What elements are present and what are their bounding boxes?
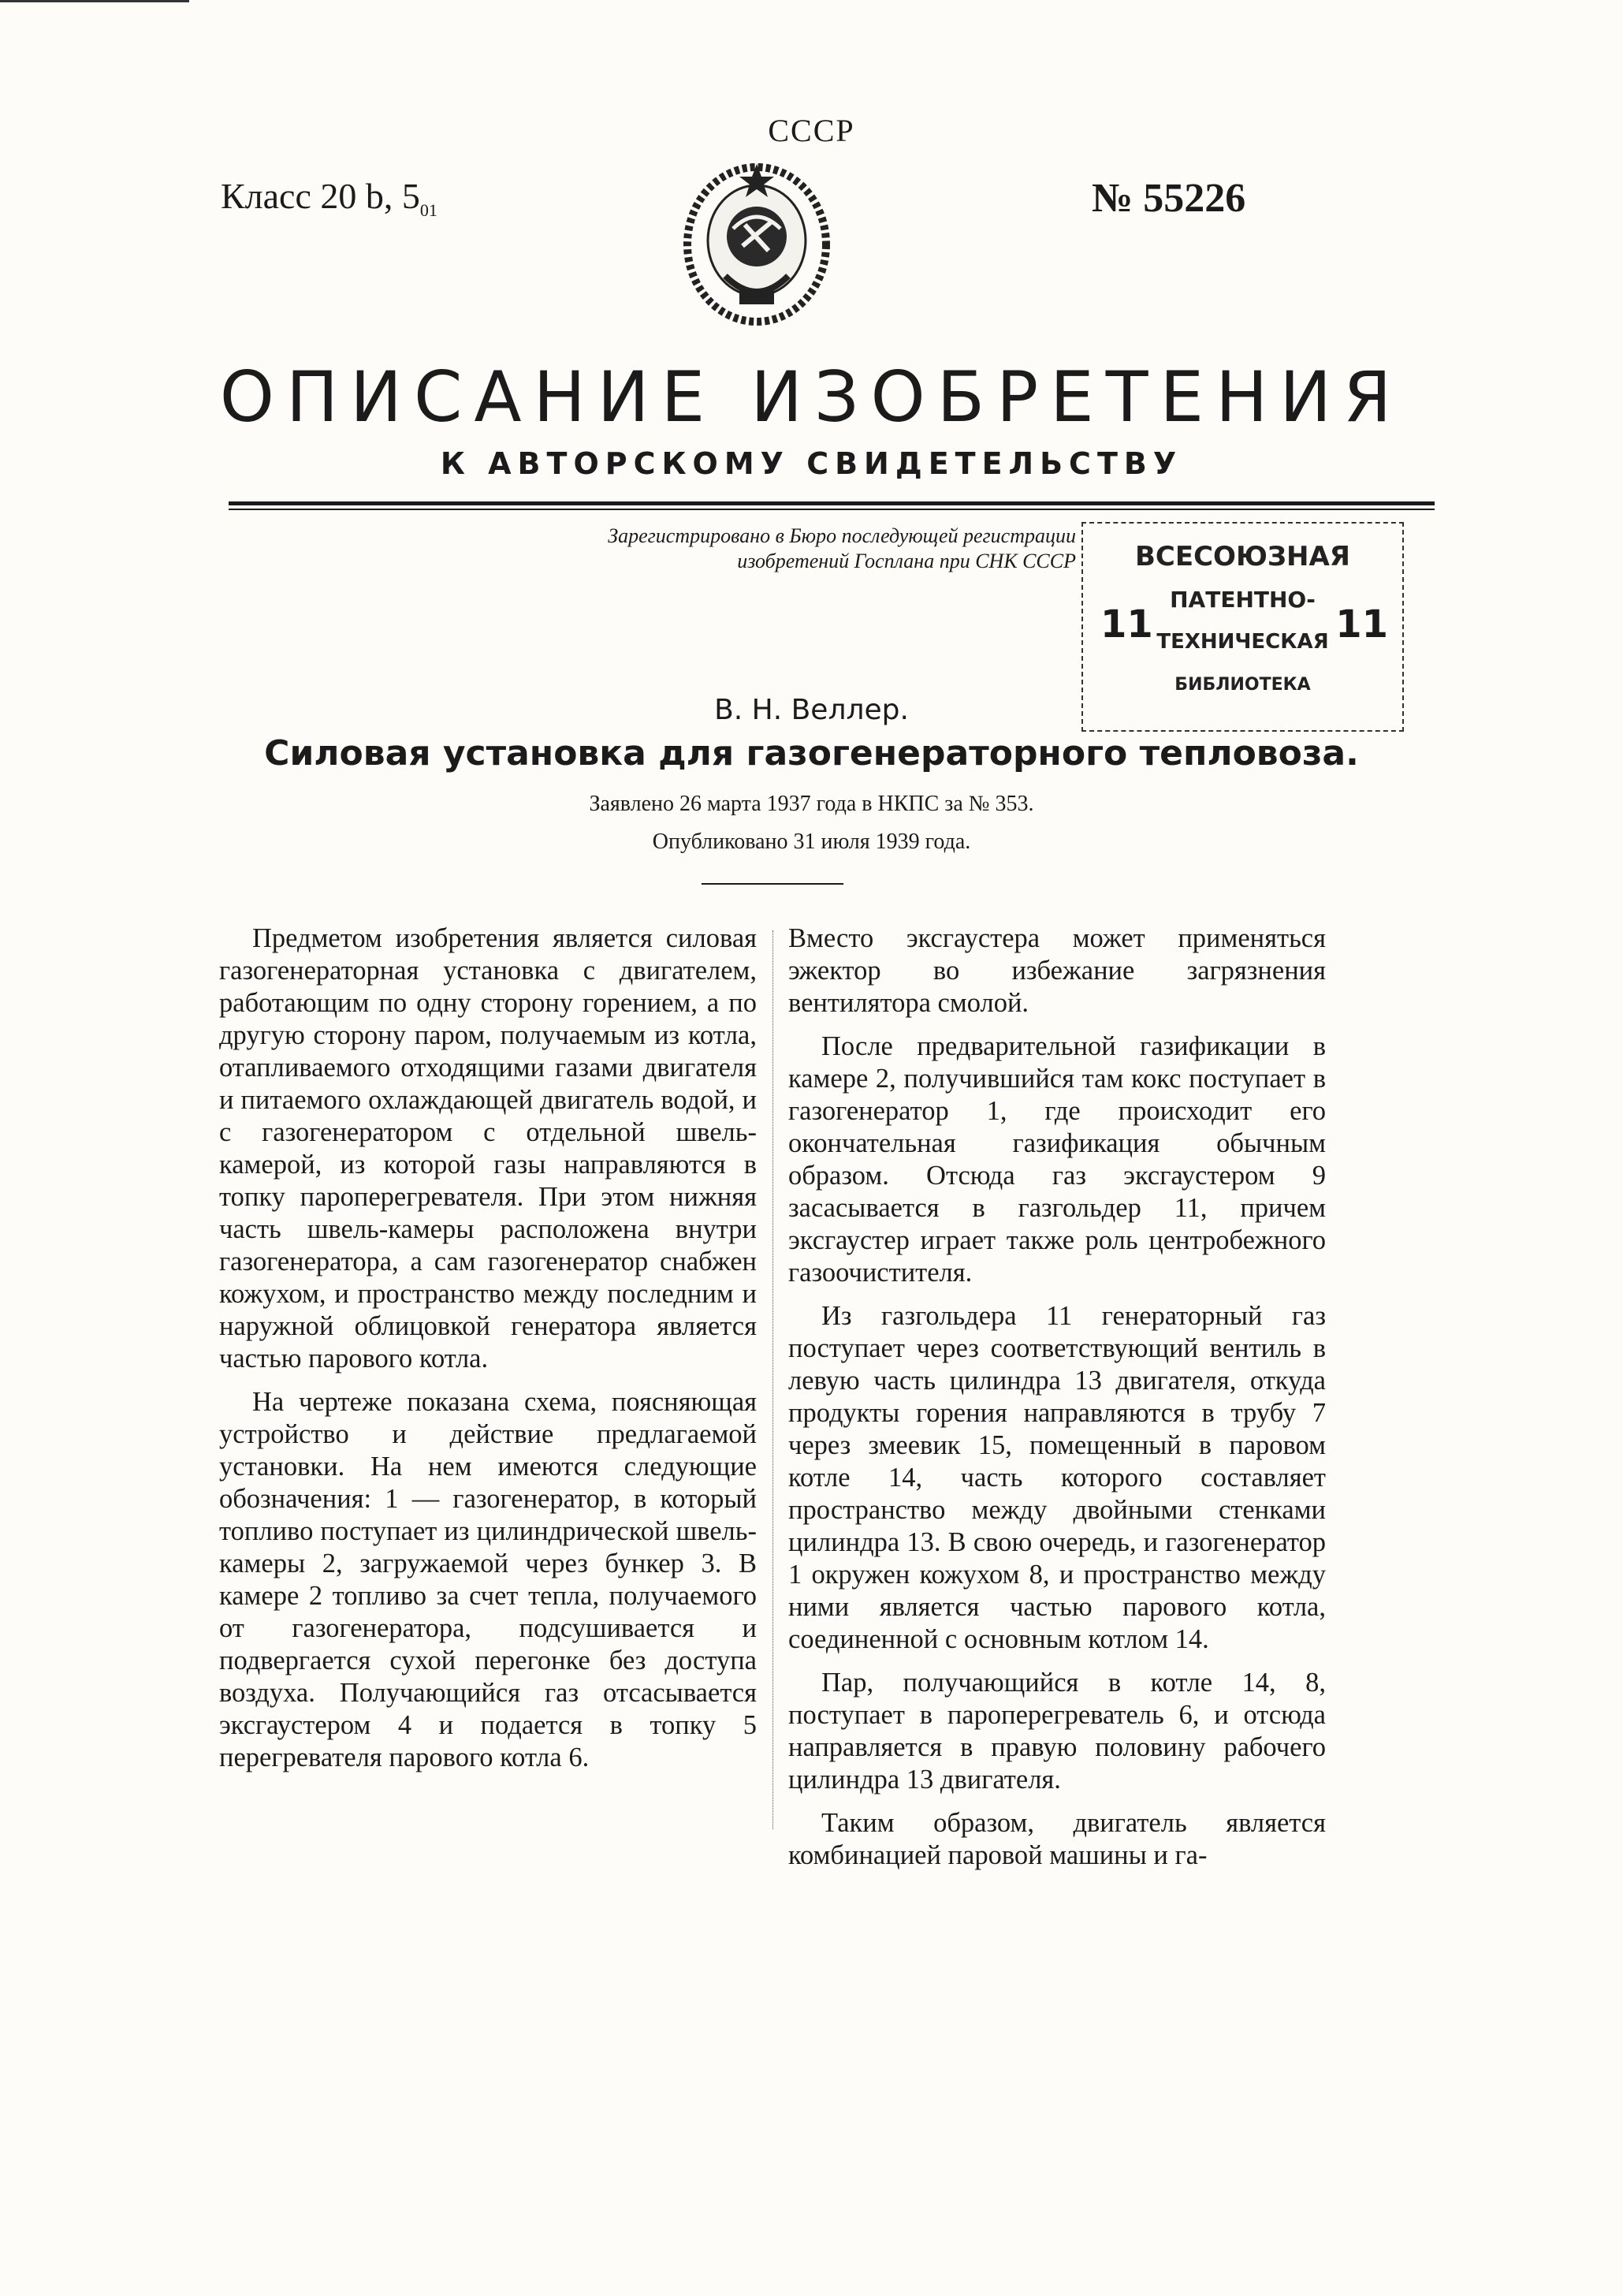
body-paragraph-continuation: Вместо эксгаустера может применяться эжектор во избежание загрязнения вентилятора смолой. — [788, 923, 1326, 1018]
stamp-number-left: 11 — [1100, 602, 1153, 647]
stamp-number-right: 11 — [1335, 602, 1388, 647]
patent-class — [221, 175, 437, 221]
document-subtitle: К АВТОРСКОМУ СВИДЕТЕЛЬСТВУ — [440, 446, 1183, 481]
body-paragraph: Из газгольдера 11 генераторный газ поступает через соответствующий вентиль в левую часть цилиндра 13 двигателя, откуда продукты горения направляются в трубу 7 через змеевик 15, помещенный в паровом котле 14, часть которого составляет пространство между двойными стенками цилиндра 13. В свою очередь, и газогенератор 1 окружен кожухом 8, и пространство между ними является частью парового котла, соединенной с основным котлом 14. — [788, 1301, 1326, 1654]
section-rule — [702, 883, 843, 885]
body-column-right — [788, 922, 1326, 1883]
country-label: СССР — [768, 113, 855, 148]
patent-class-subscript: 01 — [419, 200, 437, 221]
stamp-line-4: БИБЛИОТЕКА — [1174, 675, 1311, 695]
stamp-line-1: ВСЕСОЮЗНАЯ — [1135, 541, 1350, 572]
column-divider — [772, 930, 774, 1829]
stamp-line-2: ПАТЕНТНО- — [1170, 587, 1316, 613]
body-column-left — [219, 922, 757, 1785]
body-paragraph: Таким образом, двигатель является комбинацией паровой машины и га- — [788, 1808, 1326, 1870]
registration-line-1: Зарегистрировано в Бюро последующей регистрации — [608, 524, 1076, 547]
author-name: В. Н. Веллер. — [714, 694, 909, 726]
filed-date: Заявлено 26 марта 1937 года в НКПС за № 353. — [589, 792, 1034, 816]
registration-note — [579, 524, 1076, 574]
body-paragraph: После предварительной газификации в камере 2, получившийся там кокс поступает в газогенератор 1, где происходит его окончательная газификация обычным образом. Отсюда газ эксгаустером 9 засасывается в газгольдер 11, причем эксгаустер играет также роль центробежного газоочистителя. — [788, 1031, 1326, 1288]
published-date: Опубликовано 31 июля 1939 года. — [652, 829, 971, 854]
scan-edge-mark — [0, 0, 189, 2]
title-rule-thick — [229, 501, 1435, 505]
patent-number: № 55226 — [1092, 176, 1246, 221]
document-title: ОПИСАНИЕ ИЗОБРЕТЕНИЯ — [219, 356, 1404, 438]
patent-class-text: Класс 20 b, 5 — [221, 176, 420, 216]
title-rule-thin — [229, 509, 1435, 510]
stamp-line-3: ТЕХНИЧЕСКАЯ — [1156, 630, 1329, 654]
body-paragraph: Пар, получающийся в котле 14, 8, поступает в пароперегреватель 6, и отсюда направляется в правую половину рабочего цилиндра 13 двигателя. — [788, 1668, 1326, 1795]
state-emblem-icon — [678, 158, 836, 331]
registration-line-2: изобретений Госплана при СНК СССР — [737, 550, 1076, 572]
body-paragraph: На чертеже показана схема, поясняющая устройство и действие предлагаемой установки. На нем имеются следующие обозначения: 1 — газогенератор, в который топливо поступает из цилиндрической швель-камеры 2, загружаемой через бункер 3. В камере 2 топливо за счет тепла, получаемого от газогенератора, подсушивается и подвергается сухой перегонке без доступа воздуха. Получающийся газ отсасывается эксгаустером 4 и подается в топку 5 перегревателя парового котла 6. — [219, 1387, 757, 1772]
body-paragraph: Предметом изобретения является силовая газогенераторная установка с двигателем, работающим по одну сторону горением, а по другую сторону паром, получаемым из котла, отапливаемого отходящими газами двигателя и питаемого охлаждающей двигатель водой, и с газогенератором с отдельной швель-камерой, из которой газы направляются в топку пароперегревателя. При этом нижняя часть швель-камеры расположена внутри газогенератора, а сам газогенератор снабжен кожухом, и пространство между последним и наружной облицовкой генератора является частью парового котла. — [219, 923, 757, 1374]
invention-title: Силовая установка для газогенераторного тепловоза. — [264, 733, 1359, 773]
